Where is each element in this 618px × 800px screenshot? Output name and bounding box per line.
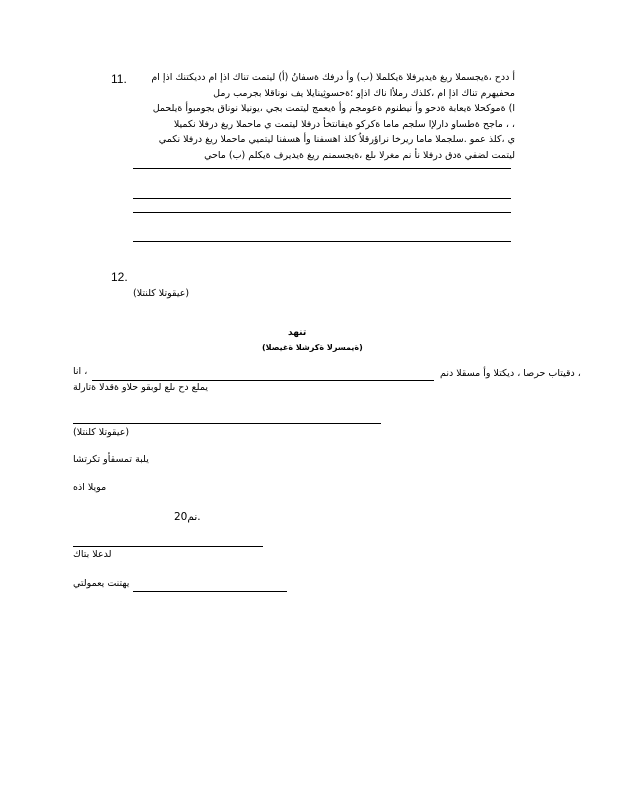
- q11-line: ماجح ةطساو دارلإا سلجم ماما ةكركو ةيفانتخأ درفلا ليتمت ي ماحملا ريغ درفلا نكميلا ، ،: [173, 118, 515, 130]
- expires-label: يهتنت يعمولتي: [73, 578, 130, 589]
- answer-line-2[interactable]: [133, 198, 511, 199]
- declaration-subtitle: (ةيمسرلا ةكرشلا ةغيصلا): [262, 343, 363, 352]
- answer-line-3[interactable]: [133, 212, 511, 213]
- declaration-line2: يملع دح ىلع لوبقو حلاو ةقدلا ةتارلة: [73, 382, 208, 393]
- declaration-title: تنهد: [288, 328, 307, 338]
- declaration-line1-left: انا ،: [73, 366, 88, 377]
- q11-line: ليتمت لضفي ةدق درفلا نأ نم مغرلا ىلع ،ةيجسمنم ريغ ةيديرف ةيكلم (ب) ماحي: [204, 149, 515, 161]
- answer-line-1[interactable]: [133, 168, 511, 169]
- q11-line: أ ددح ،ةيجسملا ريغ ةيديرفلا ةيكلملا (ب) وأ درفك ةسفانُ (أ) ليتمت تناك اذإ ام دديكتنك اذإ ام: [151, 72, 515, 83]
- q12-signature-label: (عيقوتلا كلنتلا): [133, 288, 190, 299]
- q11-line: محفيهرم تناك اذإ ام ،كلذك رملأا ناك اذإو ؛ةحسوثِينايلا يف نوناقلا بجرمب رمل: [213, 87, 515, 99]
- notary-signature-line[interactable]: [73, 546, 263, 547]
- expires-fill-line[interactable]: [133, 591, 287, 592]
- q11-line: ا) ةموكحلا ةيعابة ةدحو وأ نيطنوم ةعومجم وأ ةيعمج ليتمت بجي ،يونيلا نوناق بجومبوأ ةيلحمل: [152, 103, 515, 114]
- sworn-text: يلبة تمسقأو تكرتشا: [73, 454, 149, 465]
- q11-line: ي ،كلذ عمو .سلجملا ماما ريرخا نراؤرقلاُ كلذ اهسفنا وأ هسفنا ليتميي ماحملا ريغ درفلا نكمي: [158, 134, 515, 145]
- signature-label: (عيقوتلا كلنتلا): [73, 427, 130, 438]
- notary-label: لدعلا بتاك: [73, 549, 112, 560]
- question-11-text: [140, 70, 515, 163]
- question-12-number: 12.: [111, 270, 128, 284]
- name-fill-line[interactable]: [92, 380, 434, 381]
- answer-line-4[interactable]: [133, 241, 511, 242]
- signature-line[interactable]: [73, 423, 381, 424]
- year-text: نم20.: [174, 511, 201, 523]
- question-11-number: 11.: [111, 72, 127, 86]
- declaration-line1-right: دقيتاب حرصا ، ديكتلا وأ مسقلا دنم ،: [440, 368, 581, 379]
- day-text: مويلا اذه: [73, 482, 107, 493]
